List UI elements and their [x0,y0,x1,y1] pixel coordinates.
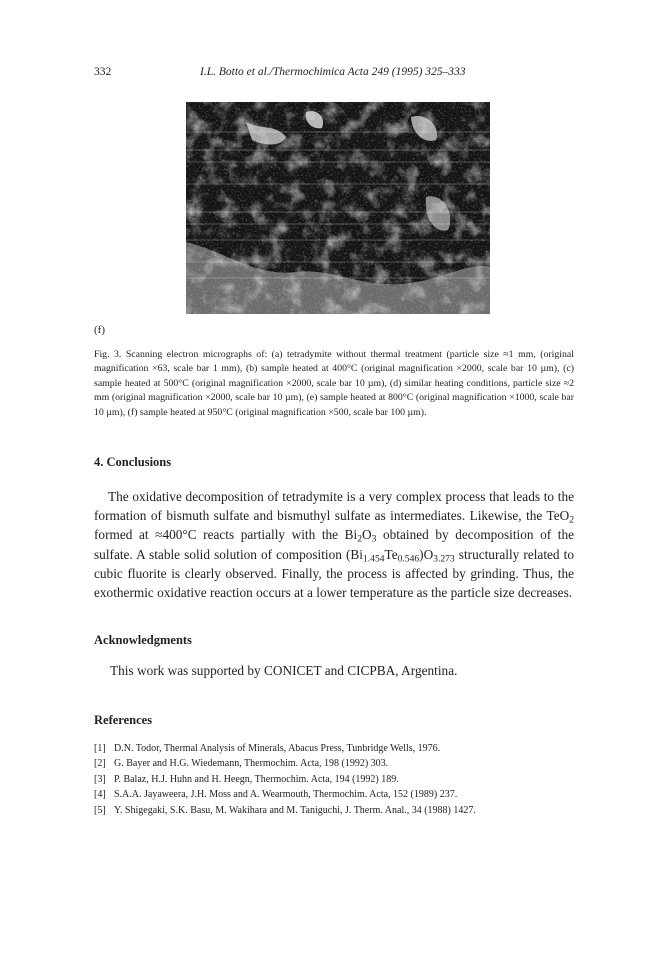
micrograph-image [186,102,490,314]
acknowledgments-heading: Acknowledgments [94,633,192,647]
subscript: 0.546 [397,553,420,564]
reference-text: Y. Shigegaki, S.K. Basu, M. Wakihara and M. Taniguchi, J. Therm. Anal., 34 (1988) 1427. [114,804,476,816]
reference-item [94,803,574,818]
formula-part: )O [419,546,434,562]
conclusions-text-1: The oxidative decomposition of tetradymite is a very complex process that leads to the formation of bismuth sulfate and bismuthyl sulfate as intermediates. Likewise, the TeO [94,489,574,524]
figure-caption: Fig. 3. Scanning electron micrographs of: (a) tetradymite without thermal treatment (particle size ≈1 mm, (original magnification ×63, scale bar 1 mm), (b) sample heated at 400°C (original magnification ×2000, scale bar 10 µm), (c) sample heated at 500°C (original magnification ×2000, scale bar 10 µm), (d) similar heating conditions, particle size ≈2 mm (original magnification ×2000, scale bar 10 µm), (e) sample heated at 800°C (original magnification ×1000, scale bar 10 µm), (f) sample heated at 950°C (original magnification ×500, scale bar 100 µm). [94,349,574,418]
reference-text: D.N. Todor, Thermal Analysis of Minerals, Abacus Press, Tunbridge Wells, 1976. [114,743,441,754]
page-number: 332 [94,66,112,78]
formula-part: Te [384,546,398,562]
reference-number: [1] [94,743,106,754]
reference-item [94,787,574,802]
references-heading: References [94,713,153,727]
subscript: 3.273 [433,553,455,564]
conclusions-text-4: structurally related to cubic fluorite is clearly observed. Finally, the process is affected by grinding. Thus, the exothermic oxidative reaction occurs at a lower temperature as the particle size decreases. [94,546,574,601]
reference-item [94,741,574,756]
subscript: 1.454 [363,553,385,564]
reference-number: [4] [94,789,106,801]
reference-list [94,741,574,818]
reference-number: [3] [94,773,106,785]
conclusions-heading: 4. Conclusions [94,455,172,469]
running-title: I.L. Botto et al./Thermochimica Acta 249 (1995) 325–333 [200,66,466,78]
reference-item [94,772,574,787]
conclusions-text-2: formed at ≈400°C reacts partially with the Bi [94,527,358,543]
acknowledgments-text: This work was supported by CONICET and CICPBA, Argentina. [110,663,458,678]
reference-item [94,756,574,771]
reference-number: [5] [94,804,106,816]
formula-part: O [362,527,372,543]
reference-text: G. Bayer and H.G. Wiedemann, Thermochim. Acta, 198 (1992) 303. [114,758,389,770]
conclusions-text-3: obtained by decomposition of the sulfate. A stable solid solution of composition (Bi [94,527,574,562]
conclusions-paragraph [94,487,574,602]
subscript: 2 [357,533,363,545]
subscript: 3 [371,533,377,545]
reference-text: P. Balaz, H.J. Huhn and H. Heegn, Thermochim. Acta, 194 (1992) 189. [114,773,399,785]
sem-micrograph [186,102,490,314]
reference-text: S.A.A. Jayaweera, J.H. Moss and A. Wearmouth, Thermochim. Acta, 152 (1989) 237. [114,789,458,801]
figure-panel-label: (f) [94,324,105,336]
reference-number: [2] [94,758,106,770]
subscript: 2 [569,514,574,526]
